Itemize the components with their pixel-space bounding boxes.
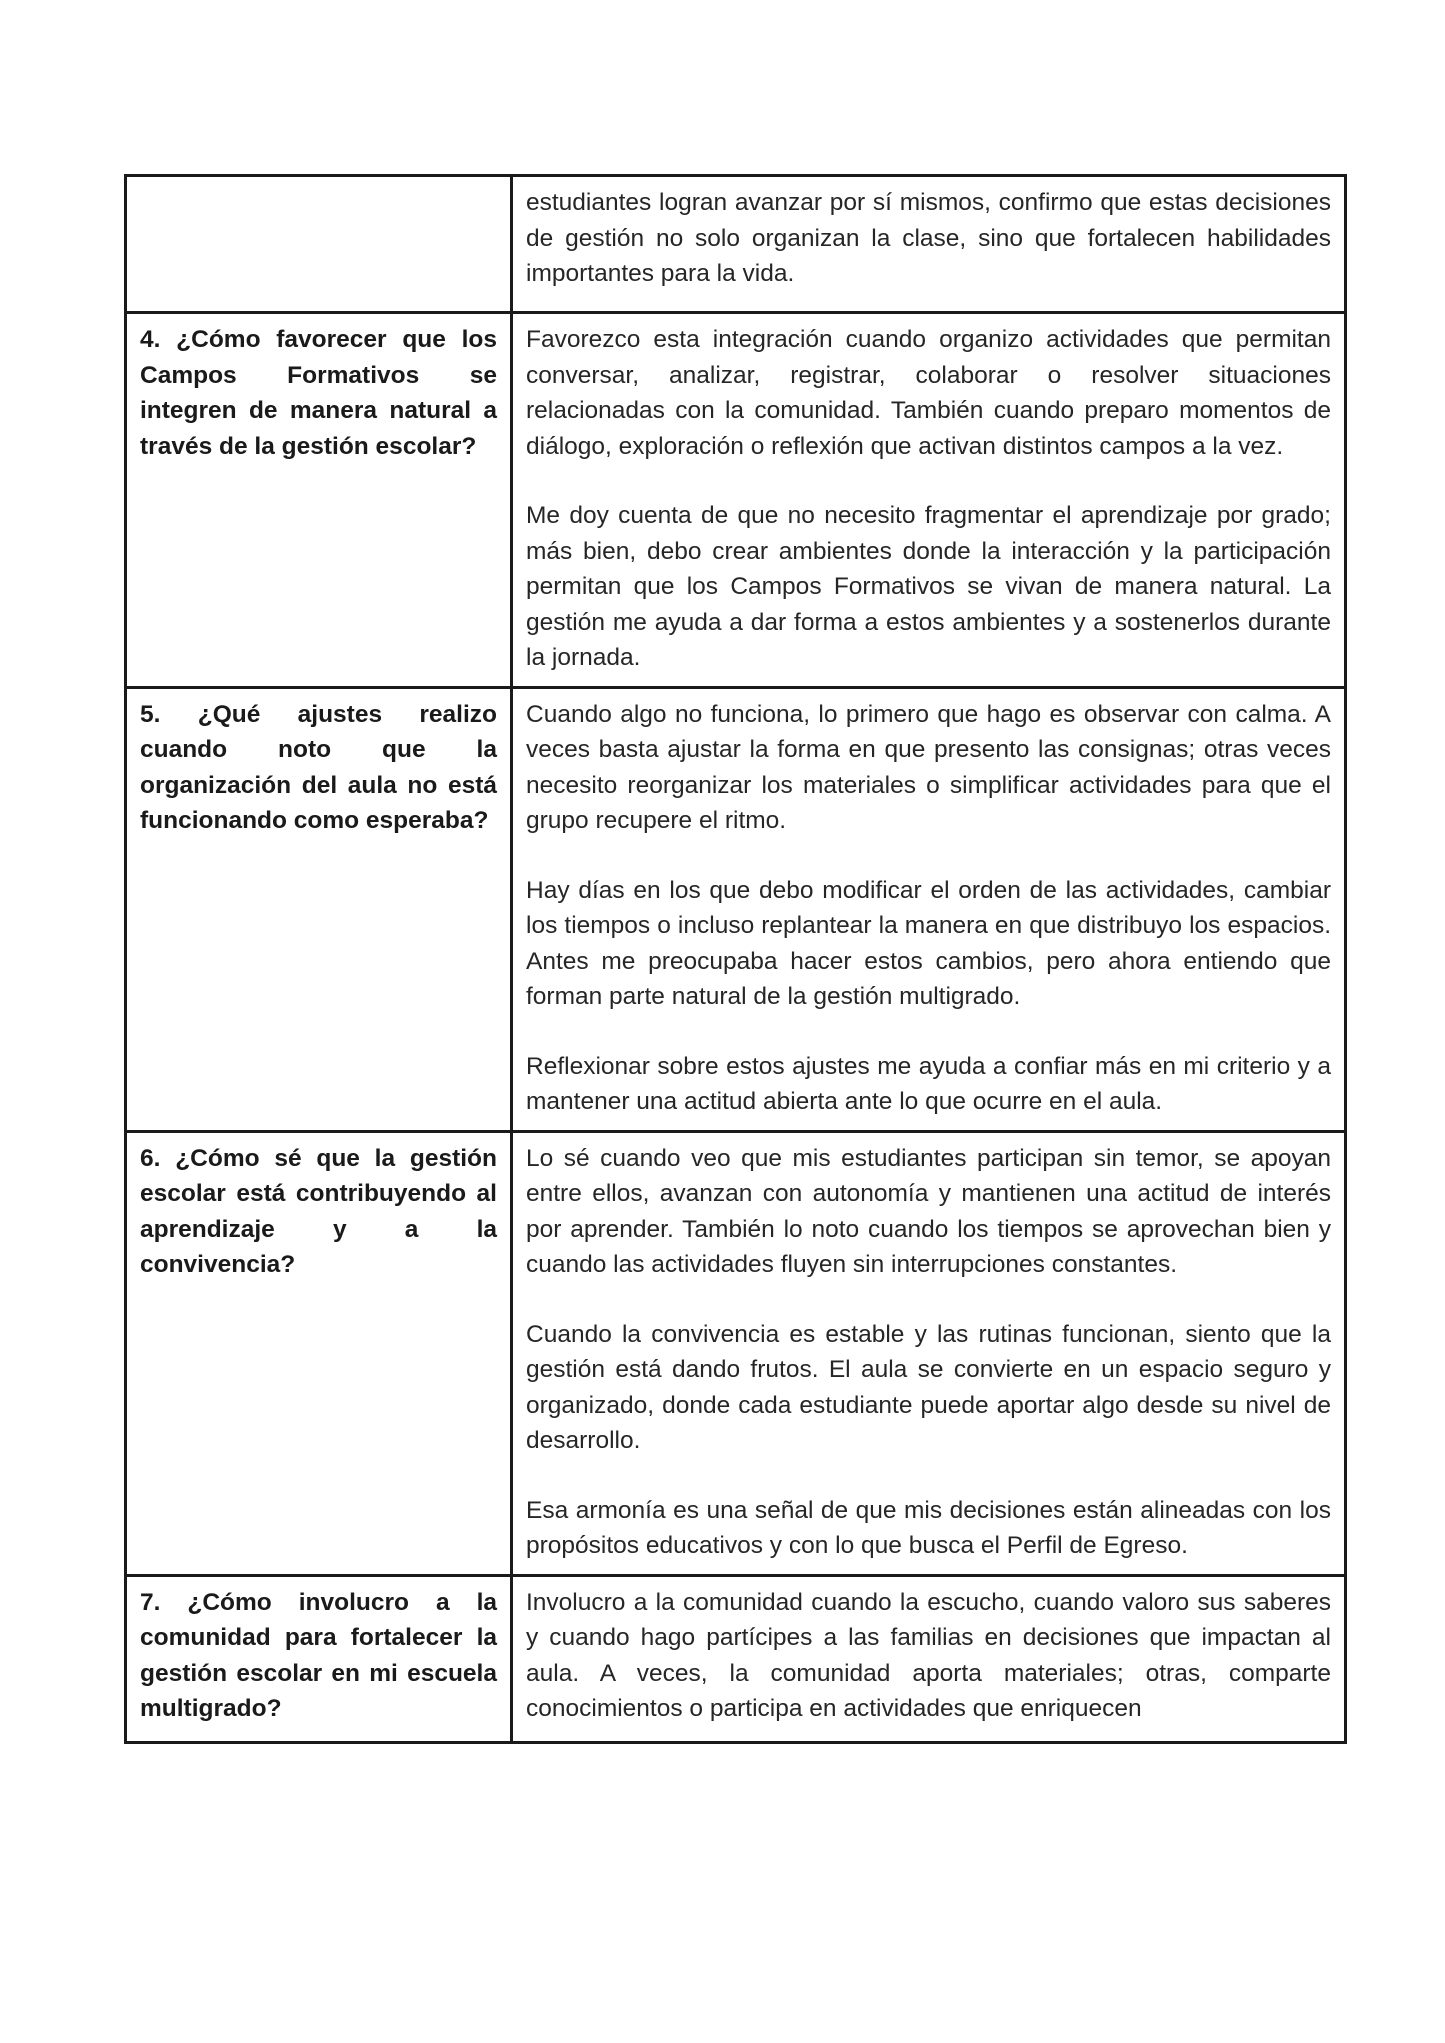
answer-cell [512,176,1346,313]
answer-paragraph: Favorezco esta integración cuando organizo actividades que permitan conversar, analizar, registrar, colaborar o resolver situaciones relacionadas con la comunidad. También cuando preparo momentos de diálogo, exploración o reflexión que activan distintos campos a la vez. [526,326,1331,460]
answer-paragraph: Involucro a la comunidad cuando la escucho, cuando valoro sus saberes y cuando hago partícipes a las familias en decisiones que impactan al aula. A veces, la comunidad aporta materiales; otras, comparte conocimientos o participa en actividades que enriquecen [526,1588,1331,1722]
question-cell [126,687,512,1131]
answer-paragraph: estudiantes logran avanzar por sí mismos, confirmo que estas decisiones de gestión no solo organizan la clase, sino que fortalecen habilidades importantes para la vida. [526,189,1331,287]
answer-cell [512,313,1346,688]
question-cell [126,176,512,313]
question-text: 7. ¿Cómo involucro a la comunidad para fortalecer la gestión escolar en mi escuela multigrado? [140,1588,497,1722]
question-text: 5. ¿Qué ajustes realizo cuando noto que la organización del aula no está funcionando como esperaba? [140,700,497,834]
table-row [126,1131,1346,1575]
answer-cell [512,1575,1346,1742]
table-row [126,1575,1346,1742]
question-cell [126,1131,512,1575]
question-cell [126,313,512,688]
question-text: 6. ¿Cómo sé que la gestión escolar está contribuyendo al aprendizaje y a la convivencia? [140,1144,497,1278]
answer-cell [512,1131,1346,1575]
question-text: 4. ¿Cómo favorecer que los Campos Formativos se integren de manera natural a través de la gestión escolar? [140,326,497,460]
answer-paragraph: Reflexionar sobre estos ajustes me ayuda a confiar más en mi criterio y a mantener una actitud abierta ante lo que ocurre en el aula. [526,1052,1331,1115]
table-row [126,687,1346,1131]
answer-paragraph: Esa armonía es una señal de que mis decisiones están alineadas con los propósitos educativos y con lo que busca el Perfil de Egreso. [526,1496,1331,1559]
reflection-table [124,174,1347,1744]
answer-cell [512,687,1346,1131]
question-cell [126,1575,512,1742]
answer-paragraph: Cuando algo no funciona, lo primero que hago es observar con calma. A veces basta ajustar la forma en que presento las consignas; otras veces necesito reorganizar los materiales o simplificar actividades para que el grupo recupere el ritmo. [526,700,1331,834]
answer-paragraph: Me doy cuenta de que no necesito fragmentar el aprendizaje por grado; más bien, debo crear ambientes donde la interacción y la participación permitan que los Campos Formativos se vivan de manera natural. La gestión me ayuda a dar forma a estos ambientes y a sostenerlos durante la jornada. [526,502,1331,671]
answer-paragraph: Hay días en los que debo modificar el orden de las actividades, cambiar los tiempos o incluso replantear la manera en que distribuyo los espacios. Antes me preocupaba hacer estos cambios, pero ahora entiendo que forman parte natural de la gestión multigrado. [526,876,1331,1010]
answer-paragraph: Cuando la convivencia es estable y las rutinas funcionan, siento que la gestión está dando frutos. El aula se convierte en un espacio seguro y organizado, donde cada estudiante puede aportar algo desde su nivel de desarrollo. [526,1320,1331,1454]
answer-paragraph: Lo sé cuando veo que mis estudiantes participan sin temor, se apoyan entre ellos, avanzan con autonomía y mantienen una actitud de interés por aprender. También lo noto cuando los tiempos se aprovechan bien y cuando las actividades fluyen sin interrupciones constantes. [526,1144,1331,1278]
table-row [126,313,1346,688]
table-row [126,176,1346,313]
